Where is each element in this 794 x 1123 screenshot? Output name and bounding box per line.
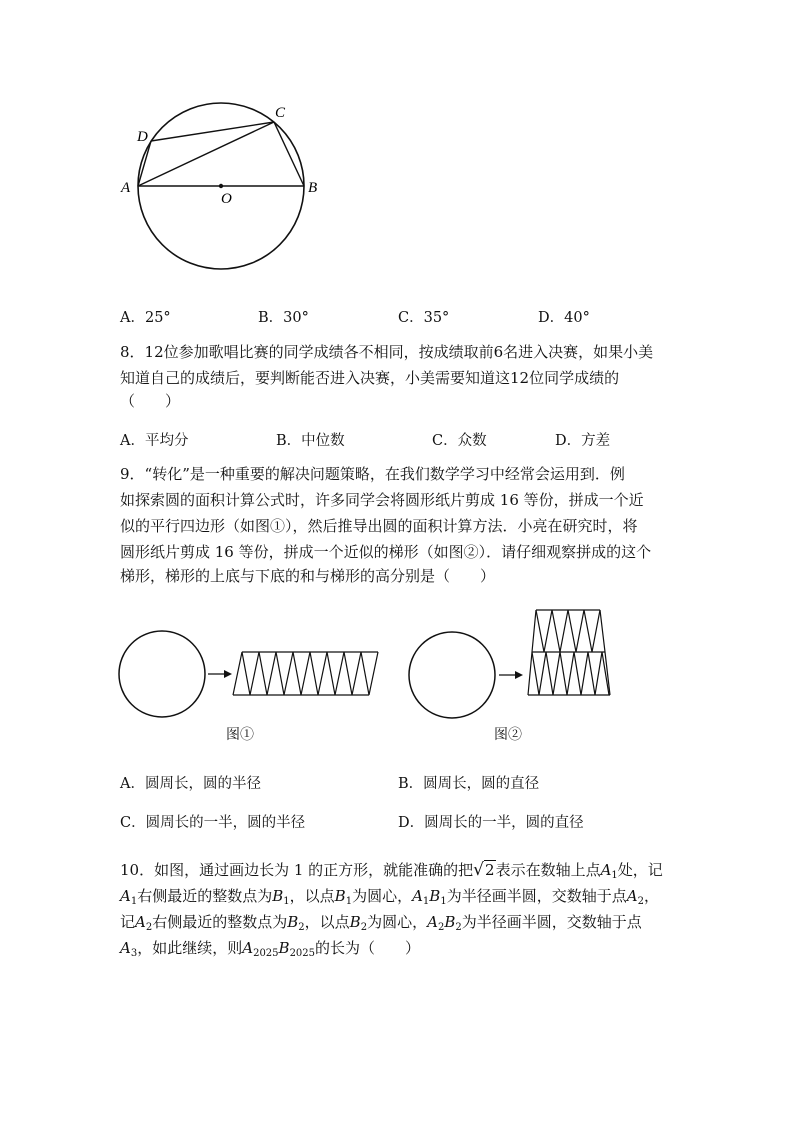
sub: 2 [298, 922, 305, 933]
q7-option-b: B．30° [258, 310, 309, 326]
text: 为圆心， [367, 913, 428, 931]
sqrt-radicand: 2 [485, 861, 495, 879]
q9-line-2: 如探索圆的面积计算公式时，许多同学会将圆形纸片剪成 16 等份，拼成一个近 [120, 491, 644, 509]
sub: 1 [422, 896, 430, 907]
point-b1: B [429, 887, 441, 905]
sqrt-sign: √ [473, 860, 485, 880]
point-a1: A [120, 887, 131, 905]
q10-line-1 [120, 859, 663, 887]
fig1-arrowhead [224, 670, 232, 678]
fig1-circle [119, 631, 205, 717]
q8-line-1: 8．12位参加歌唱比赛的同学成绩各不相同，按成绩取前6名进入决赛，如果小美 [120, 343, 654, 361]
q9-figure-1 [112, 625, 392, 725]
point-b2: B [444, 913, 456, 931]
sub: 2025 [289, 948, 316, 959]
sub: 3 [130, 948, 138, 959]
chord-bc [274, 122, 304, 186]
sub: 2 [360, 922, 368, 933]
label-a: A [121, 180, 131, 196]
q7-option-a: A．25° [120, 310, 171, 326]
q9-line-3: 似的平行四边形（如图①），然后推导出圆的面积计算方法．小亮在研究时，将 [120, 517, 638, 535]
q8-option-c: C．众数 [432, 433, 487, 449]
text: 右侧最近的整数点为 [137, 887, 273, 905]
q7-option-d: D．40° [538, 310, 590, 326]
q9-option-c: C．圆周长的一半，圆的半径 [120, 815, 306, 831]
label-d: D [137, 129, 148, 145]
chord-ad [138, 141, 151, 186]
sub: 1 [130, 896, 138, 907]
label-b: B [308, 180, 318, 196]
text: 为圆心， [352, 887, 413, 905]
center-dot [219, 184, 223, 188]
fig2-caption: 图② [494, 727, 522, 743]
text: ，如此继续，则 [137, 939, 243, 957]
q9-figure-2 [402, 603, 622, 728]
text: ，以点 [304, 913, 350, 931]
label-c: C [275, 105, 286, 121]
sub: 2 [437, 922, 445, 933]
q8-option-b: B．中位数 [276, 433, 345, 449]
fig2-trapezoid [528, 610, 610, 695]
text: 为半径画半圆，交数轴于点 [461, 913, 642, 931]
q9-option-a: A．圆周长，圆的半径 [120, 776, 261, 792]
label-o: O [221, 191, 232, 207]
sub: 2025 [253, 948, 279, 959]
sub: 2 [145, 922, 153, 933]
q10-l1-text: 10．如图，通过画边长为 1 的正方形，就能准确的把 [120, 861, 474, 879]
q7-circle-figure [110, 95, 330, 285]
q8-option-a: A．平均分 [120, 433, 189, 449]
point-b1: B [272, 887, 284, 905]
point-a2025: A [242, 939, 254, 957]
sub: 2 [455, 922, 462, 933]
sub: 1 [440, 896, 447, 907]
point-b2: B [349, 913, 361, 931]
point-a3: A [120, 939, 131, 957]
fig1-caption: 图① [226, 727, 254, 743]
point-a1: A [600, 861, 612, 879]
fig2-circle [409, 632, 495, 718]
q10-line-3 [120, 911, 642, 939]
fig1-parallelogram [233, 646, 378, 695]
q9-line-4: 圆形纸片剪成 16 等份，拼成一个近似的梯形（如图②）．请仔细观察拼成的这个 [120, 543, 652, 561]
q10-line-4 [120, 937, 420, 965]
text: 的长为（ ） [315, 939, 421, 957]
q9-option-b: B．圆周长，圆的直径 [398, 776, 540, 792]
sub: 1 [283, 896, 290, 907]
text: ， [643, 887, 659, 905]
q9-line-5: 梯形，梯形的上底与下底的和与梯形的高分别是（ ） [120, 567, 496, 585]
point-a2: A [427, 913, 438, 931]
point-b1: B [334, 887, 346, 905]
text: ，以点 [289, 887, 335, 905]
sub: 1 [345, 896, 353, 907]
q10-l1-text-2: 表示在数轴上点 [495, 861, 601, 879]
q8-option-d: D．方差 [555, 433, 611, 449]
q10-l1-text-3: 处，记 [617, 861, 663, 879]
q10-line-2 [120, 885, 659, 913]
text: 记 [120, 913, 136, 931]
text: 为半径画半圆，交数轴于点 [446, 887, 627, 905]
point-a1-sub: 1 [611, 870, 618, 881]
q9-option-d: D．圆周长的一半，圆的直径 [398, 815, 584, 831]
point-a2: A [626, 887, 638, 905]
text: 右侧最近的整数点为 [152, 913, 288, 931]
q9-line-1: 9．“转化”是一种重要的解决问题策略，在我们数学学习中经常会运用到．例 [120, 465, 625, 483]
q8-line-3: （ ） [120, 392, 181, 410]
sub: 2 [637, 896, 644, 907]
point-a2: A [135, 913, 146, 931]
q8-line-2: 知道自己的成绩后，要判断能否进入决赛，小美需要知道这12位同学成绩的 [120, 369, 620, 387]
chord-dc [151, 122, 274, 141]
fig2-arrowhead [515, 671, 523, 679]
q7-option-c: C．35° [398, 310, 450, 326]
point-b2025: B [278, 939, 290, 957]
point-a1: A [412, 887, 423, 905]
point-b2: B [287, 913, 299, 931]
